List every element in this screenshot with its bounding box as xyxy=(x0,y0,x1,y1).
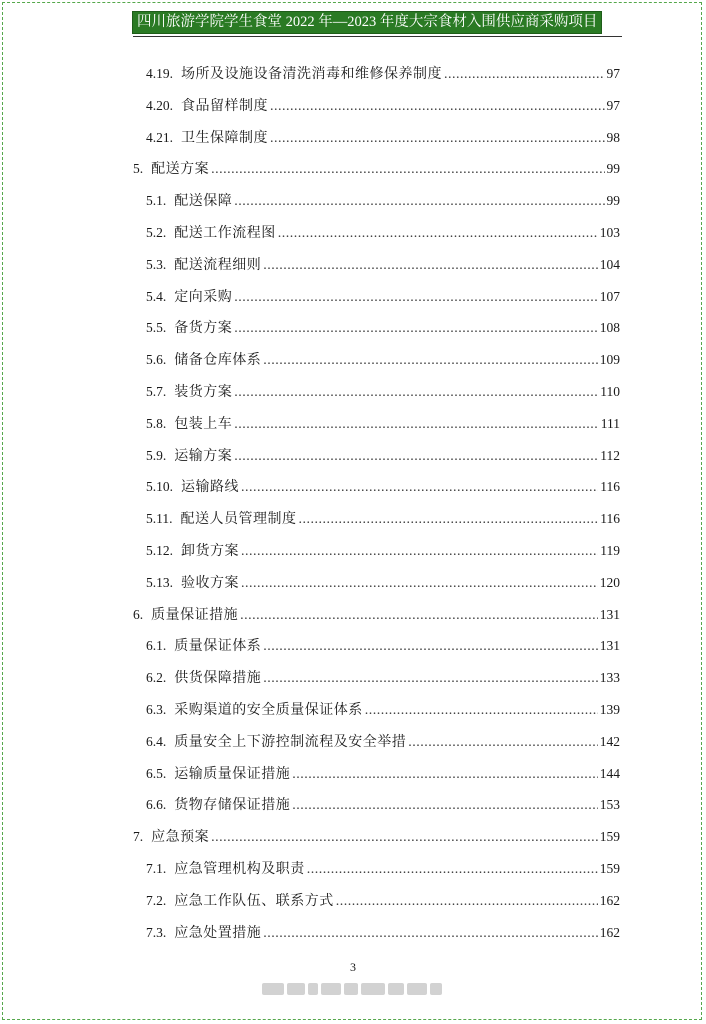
toc-entry[interactable] xyxy=(146,858,620,880)
toc-entry-page: 116 xyxy=(600,479,620,495)
toc-entry-number: 5. xyxy=(133,161,144,177)
toc-entry-page: 112 xyxy=(600,447,620,463)
toc-entry-title: 质量保证措施 xyxy=(151,607,239,623)
toc-entry-page: 99 xyxy=(606,193,620,209)
toc-entry-page: 103 xyxy=(599,225,620,240)
toc-entry-title: 质量安全上下游控制流程及安全举措 xyxy=(174,734,407,750)
header-divider xyxy=(133,36,622,37)
toc-dot-leader xyxy=(408,735,598,751)
toc-entry[interactable] xyxy=(146,699,620,721)
toc-entry-page: 139 xyxy=(599,702,620,717)
toc-entry-number: 4.21. xyxy=(146,129,173,145)
toc-entry-number: 5.4. xyxy=(146,288,167,304)
toc-entry-page: 109 xyxy=(599,352,620,368)
toc-entry-title: 食品留样制度 xyxy=(181,98,268,114)
toc-entry-number: 5.7. xyxy=(146,384,167,399)
toc-entry-page: 116 xyxy=(600,511,620,527)
toc-entry-title: 运输路线 xyxy=(181,480,239,496)
toc-entry-page: 162 xyxy=(599,892,620,908)
toc-entry-number: 6.6. xyxy=(146,797,167,813)
toc-dot-leader xyxy=(241,480,598,496)
toc-entry-number: 6.3. xyxy=(146,702,167,717)
toc-entry-page: 144 xyxy=(599,765,620,781)
toc-entry-number: 7.2. xyxy=(146,892,167,908)
toc-entry-number: 5.2. xyxy=(146,225,167,240)
toc-entry-title: 配送方案 xyxy=(151,162,210,178)
toc-entry-page: 99 xyxy=(606,161,620,177)
toc-entry-title: 装货方案 xyxy=(174,385,233,400)
toc-entry-page: 133 xyxy=(599,670,620,686)
toc-entry-number: 5.11. xyxy=(146,511,173,527)
toc-entry-page: 110 xyxy=(600,384,620,399)
toc-entry-title: 定向采购 xyxy=(174,289,233,305)
toc-entry[interactable] xyxy=(146,794,620,816)
toc-entry-title: 备货方案 xyxy=(174,321,233,337)
page-number: 3 xyxy=(350,960,356,974)
toc-entry[interactable] xyxy=(146,635,620,657)
toc-entry-page: 97 xyxy=(606,97,620,113)
toc-entry[interactable] xyxy=(146,476,620,498)
toc-entry-title: 配送工作流程图 xyxy=(174,226,276,241)
toc-entry[interactable] xyxy=(146,286,620,308)
document-header-title: 四川旅游学院学生食堂 2022 年—2023 年度大宗食材入围供应商采购项目 xyxy=(133,12,601,33)
toc-entry-title: 应急工作队伍、联系方式 xyxy=(174,893,334,909)
toc-entry[interactable] xyxy=(146,254,620,276)
toc-entry-page: 131 xyxy=(599,606,620,622)
toc-entry[interactable] xyxy=(146,317,620,339)
toc-entry-title: 场所及设施设备清洗消毒和维修保养制度 xyxy=(181,67,442,82)
toc-entry[interactable] xyxy=(146,222,620,244)
toc-entry[interactable] xyxy=(133,158,620,180)
toc-entry-number: 5.10. xyxy=(146,479,173,495)
toc-entry-number: 6.1. xyxy=(146,638,167,654)
toc-entry-title: 供货保障措施 xyxy=(174,671,262,687)
toc-entry-page: 97 xyxy=(606,66,620,81)
toc-entry[interactable] xyxy=(146,763,620,785)
toc-entry-title: 运输质量保证措施 xyxy=(174,766,291,782)
toc-entry-title: 质量保证体系 xyxy=(174,639,262,655)
toc-entry[interactable] xyxy=(146,890,620,912)
toc-entry-number: 6. xyxy=(133,606,144,622)
toc-entry[interactable] xyxy=(146,540,620,562)
toc-entry-number: 5.3. xyxy=(146,256,167,272)
toc-entry-title: 包装上车 xyxy=(174,416,233,432)
toc-dot-leader xyxy=(292,798,598,814)
toc-entry-page: 104 xyxy=(599,256,620,272)
toc-entry-number: 6.5. xyxy=(146,765,167,781)
toc-entry[interactable] xyxy=(146,667,620,689)
toc-entry[interactable] xyxy=(146,349,620,371)
toc-entry[interactable] xyxy=(146,445,620,467)
toc-entry-title: 储备仓库体系 xyxy=(174,353,262,369)
toc-entry[interactable] xyxy=(146,95,620,117)
toc-entry-title: 配送保障 xyxy=(174,194,233,210)
toc-entry-page: 98 xyxy=(606,129,620,145)
toc-entry-number: 7.3. xyxy=(146,924,167,940)
toc-entry-title: 运输方案 xyxy=(174,448,233,464)
toc-entry-title: 应急处置措施 xyxy=(174,925,262,941)
toc-dot-leader xyxy=(270,131,605,147)
toc-entry-number: 5.13. xyxy=(146,574,173,590)
toc-entry-number: 6.2. xyxy=(146,670,167,686)
toc-dot-leader xyxy=(234,321,598,337)
toc-dot-leader xyxy=(234,194,604,210)
toc-entry-page: 159 xyxy=(599,861,620,876)
toc-entry-title: 验收方案 xyxy=(181,575,239,591)
toc-entry[interactable] xyxy=(133,826,620,848)
toc-entry-title: 应急预案 xyxy=(151,830,210,846)
toc-dot-leader xyxy=(240,608,598,624)
toc-entry-number: 5.9. xyxy=(146,447,167,463)
toc-dot-leader xyxy=(234,385,598,401)
toc-entry[interactable] xyxy=(146,381,620,403)
toc-dot-leader xyxy=(241,544,598,560)
toc-entry-title: 货物存储保证措施 xyxy=(174,798,291,814)
toc-entry[interactable] xyxy=(133,604,620,626)
toc-entry-page: 162 xyxy=(599,924,620,940)
toc-dot-leader xyxy=(444,67,605,83)
toc-entry-page: 142 xyxy=(599,733,620,749)
toc-dot-leader xyxy=(365,703,598,719)
toc-dot-leader xyxy=(278,226,598,242)
toc-entry-title: 应急管理机构及职责 xyxy=(174,862,305,877)
toc-dot-leader xyxy=(263,671,598,687)
toc-entry-number: 6.4. xyxy=(146,733,167,749)
toc-entry-number: 5.5. xyxy=(146,320,167,336)
toc-entry-number: 4.20. xyxy=(146,97,173,113)
toc-entry-page: 119 xyxy=(600,543,620,558)
toc-entry[interactable] xyxy=(146,413,620,435)
toc-entry-number: 7.1. xyxy=(146,861,167,876)
toc-dot-leader xyxy=(263,639,598,655)
toc-entry[interactable] xyxy=(146,508,620,530)
toc-entry-page: 108 xyxy=(599,320,620,336)
toc-dot-leader xyxy=(211,162,604,178)
blurred-footer-watermark xyxy=(262,982,444,996)
toc-dot-leader xyxy=(292,767,598,783)
toc-dot-leader xyxy=(263,258,598,274)
toc-entry[interactable] xyxy=(146,190,620,212)
toc-dot-leader xyxy=(270,99,605,115)
toc-entry-page: 111 xyxy=(600,415,620,431)
toc-dot-leader xyxy=(336,894,598,910)
toc-entry[interactable] xyxy=(146,731,620,753)
toc-dot-leader xyxy=(234,449,598,465)
toc-entry-title: 配送流程细则 xyxy=(174,257,262,273)
toc-dot-leader xyxy=(299,512,599,528)
toc-entry-title: 卸货方案 xyxy=(181,544,239,559)
toc-entry-page: 159 xyxy=(599,829,620,845)
toc-dot-leader xyxy=(234,290,598,306)
toc-entry[interactable] xyxy=(146,572,620,594)
toc-entry[interactable] xyxy=(146,127,620,149)
toc-entry-number: 5.8. xyxy=(146,415,167,431)
toc-entry[interactable] xyxy=(146,63,620,85)
toc-entry-number: 5.6. xyxy=(146,352,167,368)
toc-entry-number: 5.1. xyxy=(146,193,167,209)
toc-entry-title: 采购渠道的安全质量保证体系 xyxy=(174,703,363,718)
toc-entry-number: 4.19. xyxy=(146,66,173,81)
toc-entry-page: 107 xyxy=(599,288,620,304)
toc-dot-leader xyxy=(307,862,598,878)
toc-dot-leader xyxy=(211,830,598,846)
toc-entry-page: 153 xyxy=(599,797,620,813)
toc-entry-number: 7. xyxy=(133,829,144,845)
toc-entry-title: 配送人员管理制度 xyxy=(180,512,297,528)
toc-entry-number: 5.12. xyxy=(146,543,173,558)
toc-entry-page: 131 xyxy=(599,638,620,654)
toc-entry[interactable] xyxy=(146,922,620,944)
toc-dot-leader xyxy=(263,926,598,942)
toc-dot-leader xyxy=(241,576,598,592)
toc-dot-leader xyxy=(263,353,598,369)
toc-dot-leader xyxy=(234,417,599,433)
toc-entry-page: 120 xyxy=(599,574,620,590)
toc-entry-title: 卫生保障制度 xyxy=(181,130,268,146)
